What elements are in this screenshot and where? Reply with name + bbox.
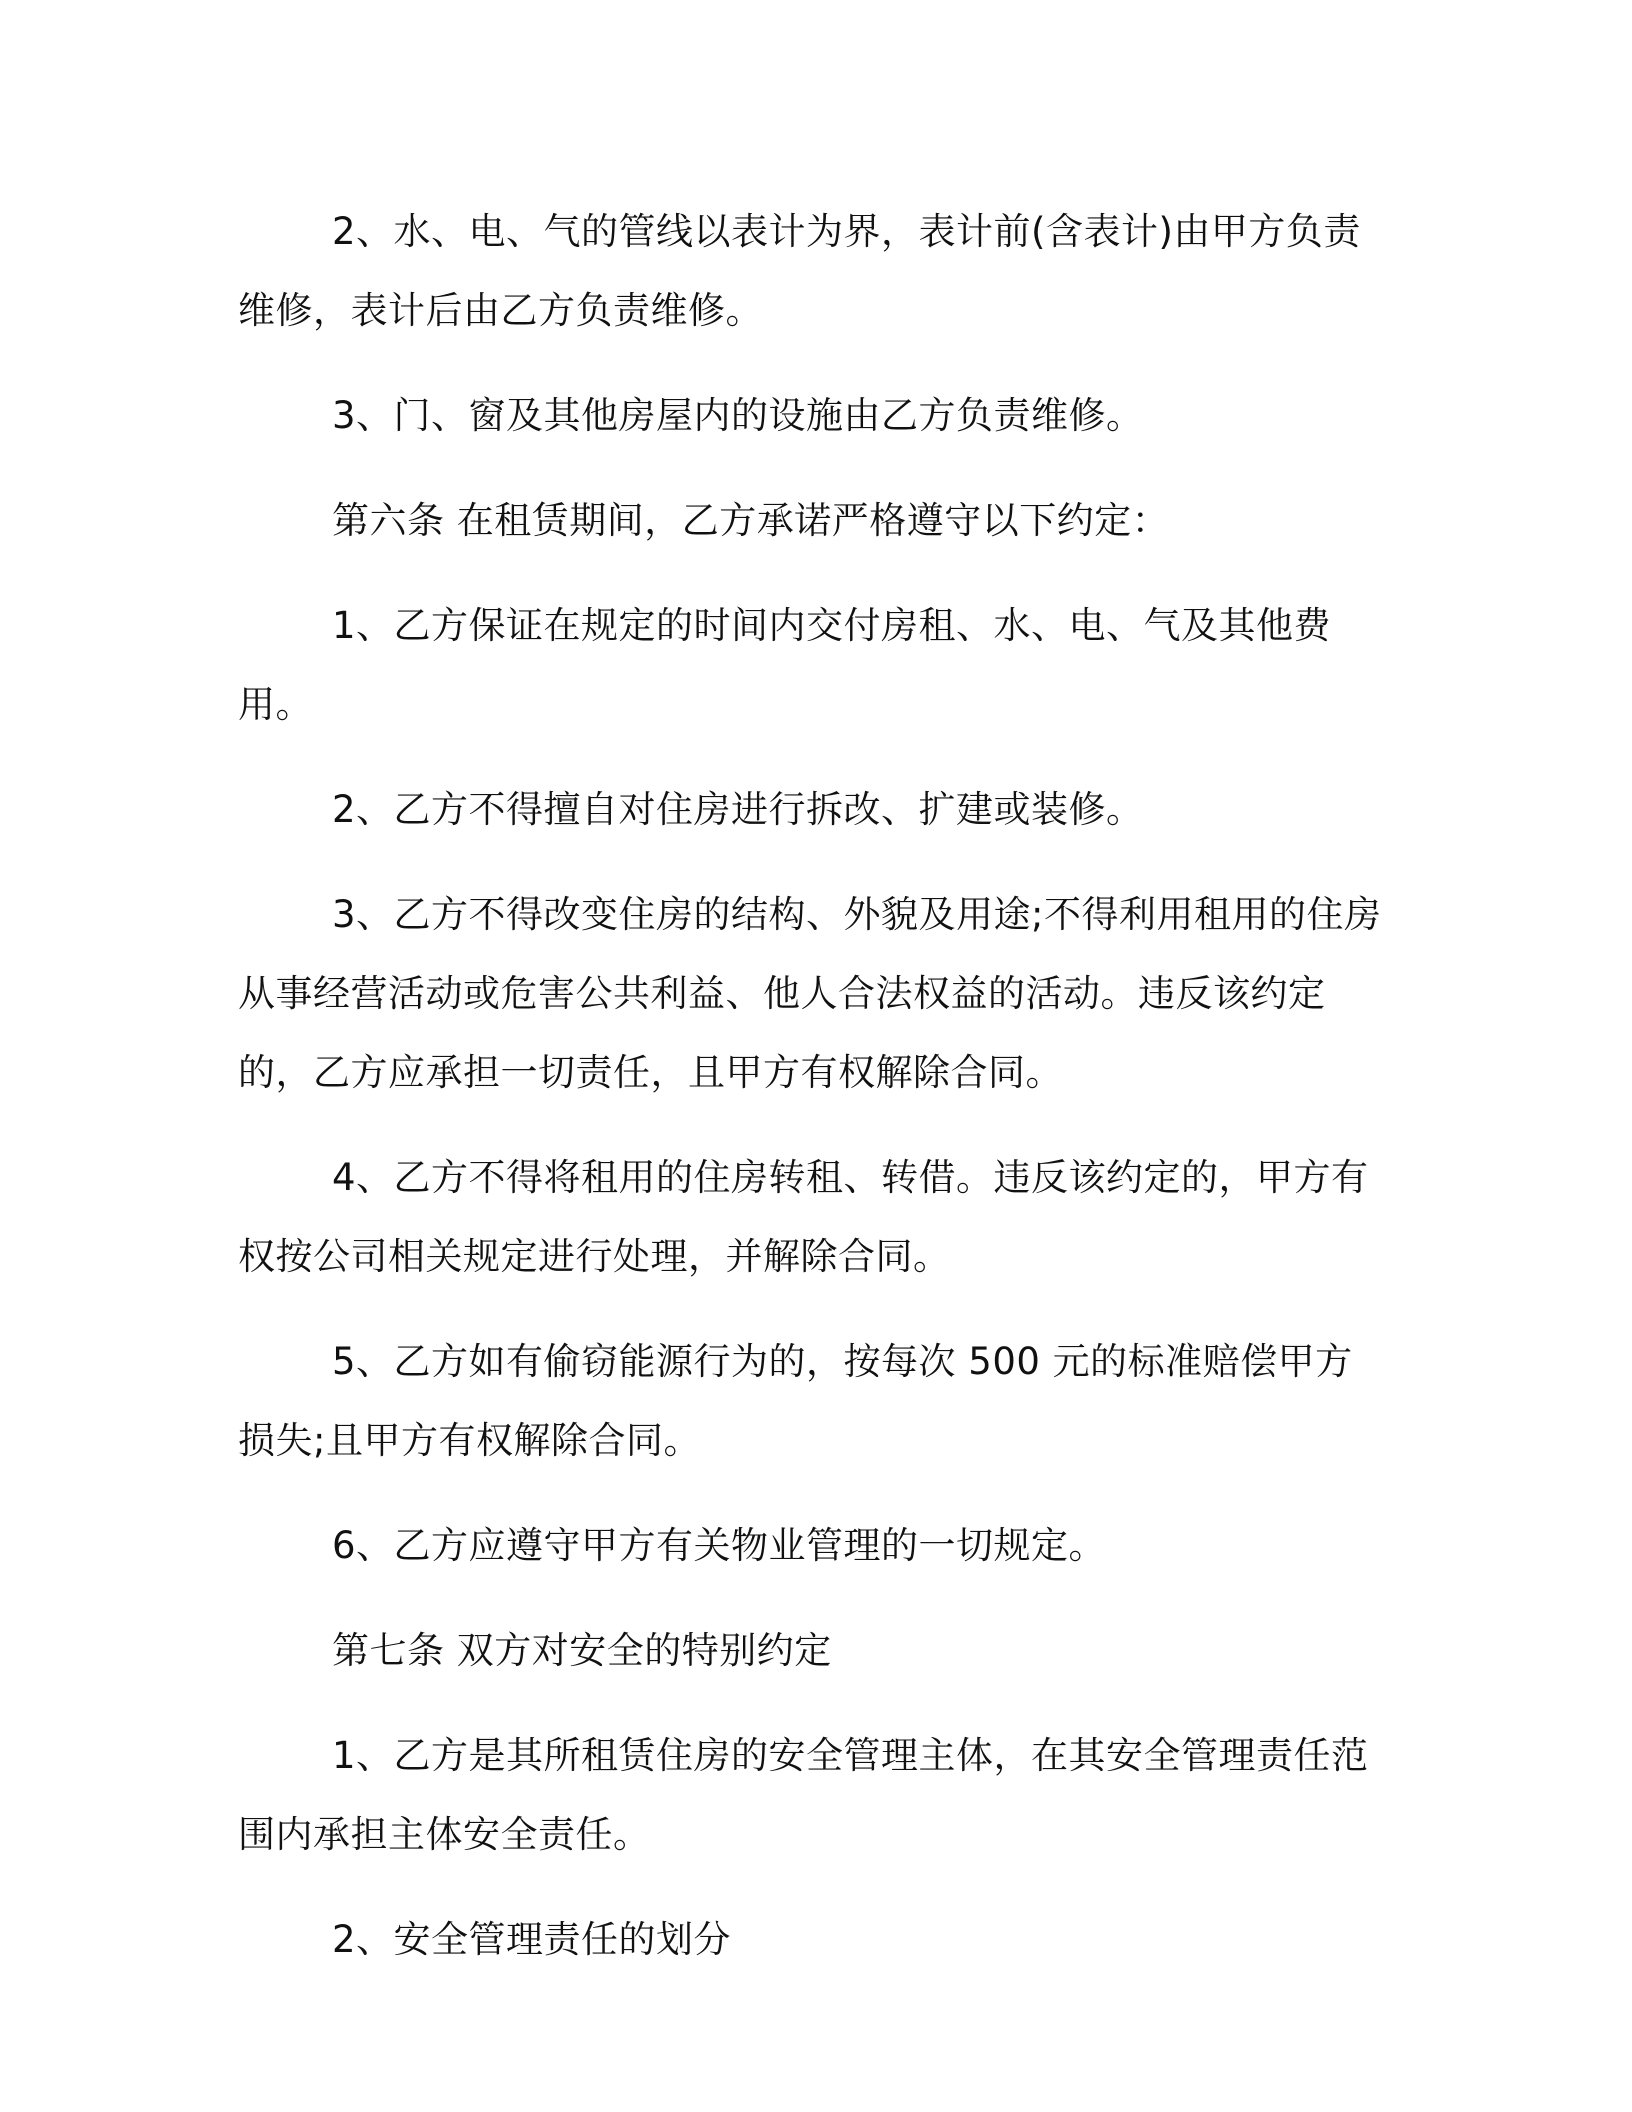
- paragraph-water-electric-gas-maintenance: 2、水、电、气的管线以表计为界，表计前(含表计)由甲方负责维修，表计后由乙方负责维修。: [238, 210, 1361, 332]
- paragraph-no-renovation: 2、乙方不得擅自对住房进行拆改、扩建或装修。: [332, 788, 1144, 831]
- paragraph-safety-responsibility-division: 2、安全管理责任的划分: [332, 1918, 732, 1961]
- paragraph-doors-windows-maintenance: 3、门、窗及其他房屋内的设施由乙方负责维修。: [332, 394, 1144, 437]
- paragraph-energy-theft-penalty: 5、乙方如有偷窃能源行为的，按每次 500 元的标准赔偿甲方损失;且甲方有权解除合同。: [238, 1340, 1353, 1462]
- paragraph-pay-rent-fees: 1、乙方保证在规定的时间内交付房租、水、电、气及其他费用。: [238, 604, 1332, 726]
- article-7-heading: 第七条 双方对安全的特别约定: [332, 1629, 832, 1672]
- article-6-heading: 第六条 在租赁期间，乙方承诺严格遵守以下约定：: [332, 499, 1170, 542]
- paragraph-safety-subject: 1、乙方是其所租赁住房的安全管理主体，在其安全管理责任范围内承担主体安全责任。: [238, 1734, 1369, 1856]
- paragraph-no-sublease: 4、乙方不得将租用的住房转租、转借。违反该约定的，甲方有权按公司相关规定进行处理，并解除合同。: [238, 1156, 1369, 1278]
- document-body: [238, 192, 1388, 2005]
- paragraph-property-rules: 6、乙方应遵守甲方有关物业管理的一切规定。: [332, 1524, 1107, 1567]
- paragraph-no-change-of-use: 3、乙方不得改变住房的结构、外貌及用途;不得利用租用的住房从事经营活动或危害公共利益、他人合法权益的活动。违反该约定的，乙方应承担一切责任，且甲方有权解除合同。: [238, 893, 1382, 1094]
